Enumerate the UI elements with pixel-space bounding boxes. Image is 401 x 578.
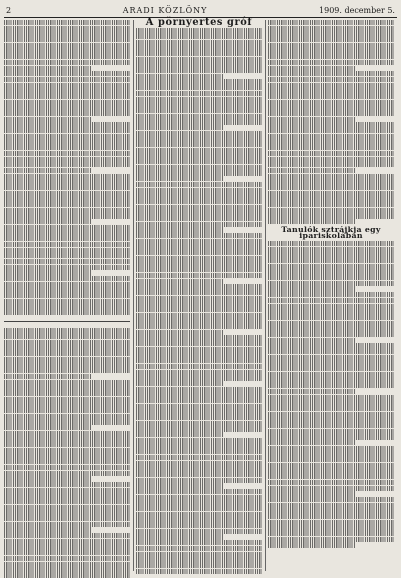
text-line-placeholder [4, 471, 130, 476]
text-line-placeholder [136, 387, 262, 392]
text-line-placeholder [136, 461, 262, 466]
text-line-placeholder [268, 355, 394, 360]
text-line-placeholder [268, 514, 394, 519]
text-line-placeholder [136, 318, 262, 323]
page-number: 2 [6, 5, 12, 15]
text-line-placeholder [136, 261, 262, 266]
text-line-placeholder [136, 153, 262, 158]
text-line-placeholder [4, 208, 130, 213]
page-header [6, 4, 395, 16]
text-line-placeholder [4, 345, 130, 350]
text-line-placeholder [136, 108, 262, 113]
text-line-placeholder [4, 544, 130, 549]
text-line-placeholder [268, 537, 394, 542]
text-line-placeholder [136, 256, 262, 261]
text-line-placeholder [136, 85, 262, 90]
text-line-placeholder [268, 343, 394, 348]
text-line-placeholder [4, 88, 130, 93]
text-line-placeholder [4, 202, 130, 207]
text-line-placeholder [268, 213, 394, 218]
text-line-placeholder [268, 315, 394, 320]
text-line-placeholder [268, 43, 394, 48]
text-line-placeholder [4, 562, 130, 567]
text-line-placeholder [136, 165, 262, 170]
text-line-placeholder [136, 523, 262, 528]
text-line-placeholder [268, 451, 394, 456]
text-line-placeholder [268, 117, 356, 122]
text-line-placeholder [268, 406, 394, 411]
text-line-placeholder [4, 145, 130, 150]
text-line-placeholder [268, 94, 394, 99]
text-line-placeholder [4, 185, 130, 190]
text-line-placeholder [136, 125, 224, 130]
text-line-placeholder [4, 105, 130, 110]
text-line-placeholder [268, 446, 394, 451]
text-line-placeholder [268, 383, 394, 388]
text-line-placeholder [136, 136, 262, 141]
text-line-placeholder [136, 313, 262, 318]
text-line-placeholder [4, 168, 92, 173]
text-line-placeholder [4, 408, 130, 413]
text-line-placeholder [268, 179, 394, 184]
text-line-placeholder [4, 174, 130, 179]
text-line-placeholder [136, 188, 262, 193]
text-line-placeholder [268, 417, 394, 422]
text-line-placeholder [268, 395, 394, 400]
text-line-placeholder [268, 338, 356, 343]
text-line-placeholder [136, 569, 262, 574]
text-line-placeholder [4, 482, 130, 487]
text-line-placeholder [4, 299, 130, 304]
text-line-placeholder [136, 102, 262, 107]
text-line-placeholder [268, 77, 394, 82]
text-line-placeholder [268, 54, 394, 59]
text-line-placeholder [268, 491, 356, 496]
text-line-placeholder [136, 205, 262, 210]
text-line-placeholder [4, 71, 130, 76]
text-line-placeholder [268, 440, 356, 445]
text-line-placeholder [268, 292, 394, 297]
text-line-placeholder [4, 419, 130, 424]
text-line-placeholder [4, 340, 130, 345]
text-line-placeholder [4, 225, 130, 230]
text-line-placeholder [136, 489, 262, 494]
text-line-placeholder [4, 66, 92, 71]
text-line-placeholder [136, 119, 262, 124]
text-line-placeholder [4, 414, 130, 419]
text-line-placeholder [268, 281, 394, 286]
text-line-placeholder [268, 503, 394, 508]
text-line-placeholder [268, 326, 394, 331]
text-line-placeholder [4, 60, 130, 65]
text-line-placeholder [136, 216, 262, 221]
text-line-placeholder [268, 151, 394, 156]
text-line-placeholder [268, 247, 394, 252]
text-line-placeholder [268, 71, 394, 76]
text-line-placeholder [4, 248, 130, 253]
text-line-placeholder [136, 534, 224, 539]
text-line-placeholder [268, 111, 394, 116]
text-line-placeholder [268, 486, 394, 491]
text-line-placeholder [268, 88, 394, 93]
text-line-placeholder [268, 474, 394, 479]
text-line-placeholder [4, 20, 130, 25]
column-right [268, 20, 394, 571]
text-line-placeholder [268, 105, 394, 110]
text-line-placeholder [4, 270, 92, 275]
text-line-placeholder [4, 448, 130, 453]
text-line-placeholder [4, 94, 130, 99]
page-date: 1909. december 5. [319, 5, 395, 15]
text-line-placeholder [268, 275, 394, 280]
text-line-placeholder [4, 26, 130, 31]
text-line-placeholder [136, 284, 262, 289]
text-line-placeholder [136, 307, 262, 312]
text-line-placeholder [268, 26, 394, 31]
text-line-placeholder [136, 512, 262, 517]
text-line-placeholder [136, 540, 262, 545]
text-line-placeholder [136, 193, 262, 198]
text-line-placeholder [268, 497, 394, 502]
text-line-placeholder [268, 468, 394, 473]
text-line-placeholder [136, 341, 262, 346]
text-line-placeholder [136, 364, 262, 369]
text-line-placeholder [268, 60, 394, 65]
text-line-placeholder [4, 556, 130, 561]
column-divider [265, 20, 266, 571]
text-line-placeholder [136, 426, 262, 431]
text-line-placeholder [4, 362, 130, 367]
text-line-placeholder [4, 162, 130, 167]
text-line-placeholder [268, 122, 394, 127]
text-line-placeholder [268, 168, 356, 173]
text-line-placeholder [136, 529, 262, 534]
text-line-placeholder [268, 269, 394, 274]
text-line-placeholder [136, 466, 262, 471]
text-line-placeholder [4, 550, 130, 555]
text-line-placeholder [4, 527, 92, 532]
text-line-placeholder [4, 493, 130, 498]
text-line-placeholder [136, 227, 224, 232]
text-line-placeholder [136, 74, 224, 79]
column-text-placeholder [136, 28, 262, 574]
column-text-placeholder [4, 20, 130, 315]
text-line-placeholder [268, 134, 394, 139]
text-line-placeholder [4, 128, 130, 133]
text-line-placeholder [268, 174, 394, 179]
text-line-placeholder [136, 409, 262, 414]
text-line-placeholder [268, 139, 394, 144]
text-line-placeholder [268, 360, 394, 365]
text-line-placeholder [136, 222, 262, 227]
text-line-placeholder [4, 213, 130, 218]
text-line-placeholder [136, 159, 262, 164]
text-line-placeholder [4, 499, 130, 504]
text-line-placeholder [136, 28, 262, 33]
text-line-placeholder [4, 304, 130, 309]
text-line-placeholder [4, 380, 130, 385]
text-line-placeholder [4, 111, 130, 116]
text-line-placeholder [136, 324, 262, 329]
text-line-placeholder [4, 48, 130, 53]
text-line-placeholder [4, 374, 92, 379]
text-line-placeholder [268, 241, 394, 246]
text-line-placeholder [136, 330, 224, 335]
text-line-placeholder [4, 43, 130, 48]
text-line-placeholder [4, 287, 130, 292]
text-line-placeholder [4, 442, 130, 447]
column-left [4, 20, 130, 571]
text-line-placeholder [4, 219, 92, 224]
text-line-placeholder [268, 457, 394, 462]
text-line-placeholder [4, 476, 92, 481]
text-line-placeholder [136, 210, 262, 215]
text-line-placeholder [136, 335, 262, 340]
text-line-placeholder [268, 298, 394, 303]
text-line-placeholder [4, 134, 130, 139]
text-line-placeholder [136, 392, 262, 397]
text-line-placeholder [136, 199, 262, 204]
text-line-placeholder [268, 286, 356, 291]
text-line-placeholder [136, 142, 262, 147]
text-line-placeholder [136, 398, 262, 403]
text-line-placeholder [4, 37, 130, 42]
newspaper-title: ARADI KÖZLÖNY [122, 5, 208, 15]
text-line-placeholder [136, 478, 262, 483]
text-line-placeholder [4, 236, 130, 241]
text-line-placeholder [268, 463, 394, 468]
article-headline: Tanulók sztrájkja egy ipariskolában [281, 225, 381, 240]
text-line-placeholder [268, 520, 394, 525]
text-line-placeholder [136, 552, 262, 557]
column-text-placeholder [268, 20, 394, 224]
text-line-placeholder [4, 54, 130, 59]
text-line-placeholder [268, 434, 394, 439]
text-line-placeholder [4, 510, 130, 515]
text-line-placeholder [136, 45, 262, 50]
text-line-placeholder [4, 253, 130, 258]
text-line-placeholder [136, 91, 262, 96]
text-line-placeholder [136, 273, 262, 278]
text-line-placeholder [4, 516, 130, 521]
text-line-placeholder [4, 139, 130, 144]
text-line-placeholder [268, 196, 394, 201]
text-line-placeholder [268, 185, 394, 190]
text-line-placeholder [268, 366, 394, 371]
text-line-placeholder [136, 148, 262, 153]
text-line-placeholder [4, 459, 130, 464]
text-line-placeholder [136, 443, 262, 448]
text-line-placeholder [136, 170, 262, 175]
text-line-placeholder [4, 230, 130, 235]
text-line-placeholder [136, 114, 262, 119]
text-line-placeholder [268, 372, 394, 377]
text-line-placeholder [4, 122, 130, 127]
text-line-placeholder [136, 40, 262, 45]
text-line-placeholder [4, 465, 130, 470]
text-line-placeholder [4, 425, 92, 430]
text-line-placeholder [136, 68, 262, 73]
text-line-placeholder [268, 429, 394, 434]
text-line-placeholder [136, 438, 262, 443]
text-line-placeholder [136, 472, 262, 477]
text-line-placeholder [4, 157, 130, 162]
text-line-placeholder [268, 377, 394, 382]
text-line-placeholder [4, 31, 130, 36]
text-line-placeholder [136, 79, 262, 84]
text-line-placeholder [4, 351, 130, 356]
text-line-placeholder [136, 506, 262, 511]
text-line-placeholder [136, 517, 262, 522]
text-line-placeholder [268, 202, 394, 207]
text-line-placeholder [4, 276, 130, 281]
text-line-placeholder [268, 349, 394, 354]
text-line-placeholder [136, 500, 262, 505]
text-line-placeholder [136, 57, 262, 62]
text-line-placeholder [4, 453, 130, 458]
text-line-placeholder [4, 368, 130, 373]
text-line-placeholder [4, 179, 130, 184]
text-line-placeholder [136, 352, 262, 357]
text-line-placeholder [268, 128, 394, 133]
text-line-placeholder [4, 357, 130, 362]
text-line-placeholder [268, 525, 394, 530]
text-line-placeholder [268, 258, 394, 263]
text-line-placeholder [4, 242, 130, 247]
column-text-placeholder [268, 241, 394, 548]
text-line-placeholder [136, 415, 262, 420]
column-divider [133, 20, 134, 571]
text-line-placeholder [136, 267, 262, 272]
text-line-placeholder [268, 542, 356, 547]
text-line-placeholder [268, 66, 356, 71]
text-line-placeholder [4, 391, 130, 396]
text-line-placeholder [268, 48, 394, 53]
text-line-placeholder [136, 375, 262, 380]
text-line-placeholder [4, 77, 130, 82]
text-line-placeholder [136, 455, 262, 460]
article-divider [4, 321, 130, 322]
text-line-placeholder [268, 208, 394, 213]
text-line-placeholder [136, 449, 262, 454]
text-line-placeholder [4, 265, 130, 270]
text-line-placeholder [136, 432, 224, 437]
text-line-placeholder [4, 505, 130, 510]
text-line-placeholder [136, 233, 262, 238]
text-line-placeholder [268, 332, 394, 337]
text-line-placeholder [4, 334, 130, 339]
article-headline: A pörnyertes gróf [145, 17, 253, 28]
text-line-placeholder [268, 31, 394, 36]
text-line-placeholder [268, 264, 394, 269]
text-line-placeholder [4, 522, 130, 527]
text-line-placeholder [136, 34, 262, 39]
text-line-placeholder [4, 431, 130, 436]
text-line-placeholder [136, 51, 262, 56]
text-line-placeholder [4, 293, 130, 298]
text-line-placeholder [268, 531, 394, 536]
text-line-placeholder [4, 539, 130, 544]
text-line-placeholder [268, 162, 394, 167]
text-line-placeholder [136, 244, 262, 249]
text-line-placeholder [136, 62, 262, 67]
text-line-placeholder [268, 219, 356, 224]
text-line-placeholder [268, 83, 394, 88]
text-line-placeholder [136, 358, 262, 363]
text-line-placeholder [136, 557, 262, 562]
text-line-placeholder [268, 423, 394, 428]
text-line-placeholder [4, 402, 130, 407]
text-line-placeholder [268, 480, 394, 485]
text-line-placeholder [4, 259, 130, 264]
text-line-placeholder [136, 347, 262, 352]
text-line-placeholder [268, 389, 356, 394]
text-line-placeholder [4, 533, 130, 538]
text-line-placeholder [4, 488, 130, 493]
text-line-placeholder [268, 37, 394, 42]
text-line-placeholder [136, 290, 262, 295]
text-line-placeholder [268, 321, 394, 326]
text-line-placeholder [268, 20, 394, 25]
text-line-placeholder [136, 176, 224, 181]
text-line-placeholder [136, 182, 262, 187]
text-line-placeholder [4, 100, 130, 105]
text-line-placeholder [4, 191, 130, 196]
text-line-placeholder [4, 282, 130, 287]
column-text-placeholder [4, 328, 130, 578]
text-line-placeholder [268, 145, 394, 150]
text-line-placeholder [136, 131, 262, 136]
text-line-placeholder [136, 239, 262, 244]
text-line-placeholder [136, 301, 262, 306]
text-line-placeholder [268, 508, 394, 513]
text-line-placeholder [268, 100, 394, 105]
text-line-placeholder [136, 483, 224, 488]
text-line-placeholder [4, 567, 130, 572]
text-line-placeholder [4, 385, 130, 390]
text-line-placeholder [136, 563, 262, 568]
text-line-placeholder [268, 191, 394, 196]
text-line-placeholder [4, 397, 130, 402]
text-line-placeholder [268, 412, 394, 417]
text-line-placeholder [4, 196, 130, 201]
text-line-placeholder [268, 400, 394, 405]
text-line-placeholder [268, 252, 394, 257]
text-line-placeholder [136, 404, 262, 409]
column-middle [136, 17, 262, 571]
text-line-placeholder [136, 296, 262, 301]
text-line-placeholder [136, 250, 262, 255]
text-line-placeholder [136, 381, 224, 386]
text-line-placeholder [268, 304, 394, 309]
text-line-placeholder [4, 117, 92, 122]
text-line-placeholder [4, 573, 130, 578]
text-line-placeholder [4, 310, 130, 315]
text-line-placeholder [136, 279, 224, 284]
text-line-placeholder [4, 151, 130, 156]
text-line-placeholder [268, 309, 394, 314]
text-line-placeholder [136, 97, 262, 102]
text-line-placeholder [136, 370, 262, 375]
text-line-placeholder [4, 328, 130, 333]
text-line-placeholder [4, 83, 130, 88]
text-line-placeholder [136, 495, 262, 500]
text-line-placeholder [4, 436, 130, 441]
text-line-placeholder [136, 546, 262, 551]
text-line-placeholder [268, 157, 394, 162]
text-line-placeholder [136, 421, 262, 426]
